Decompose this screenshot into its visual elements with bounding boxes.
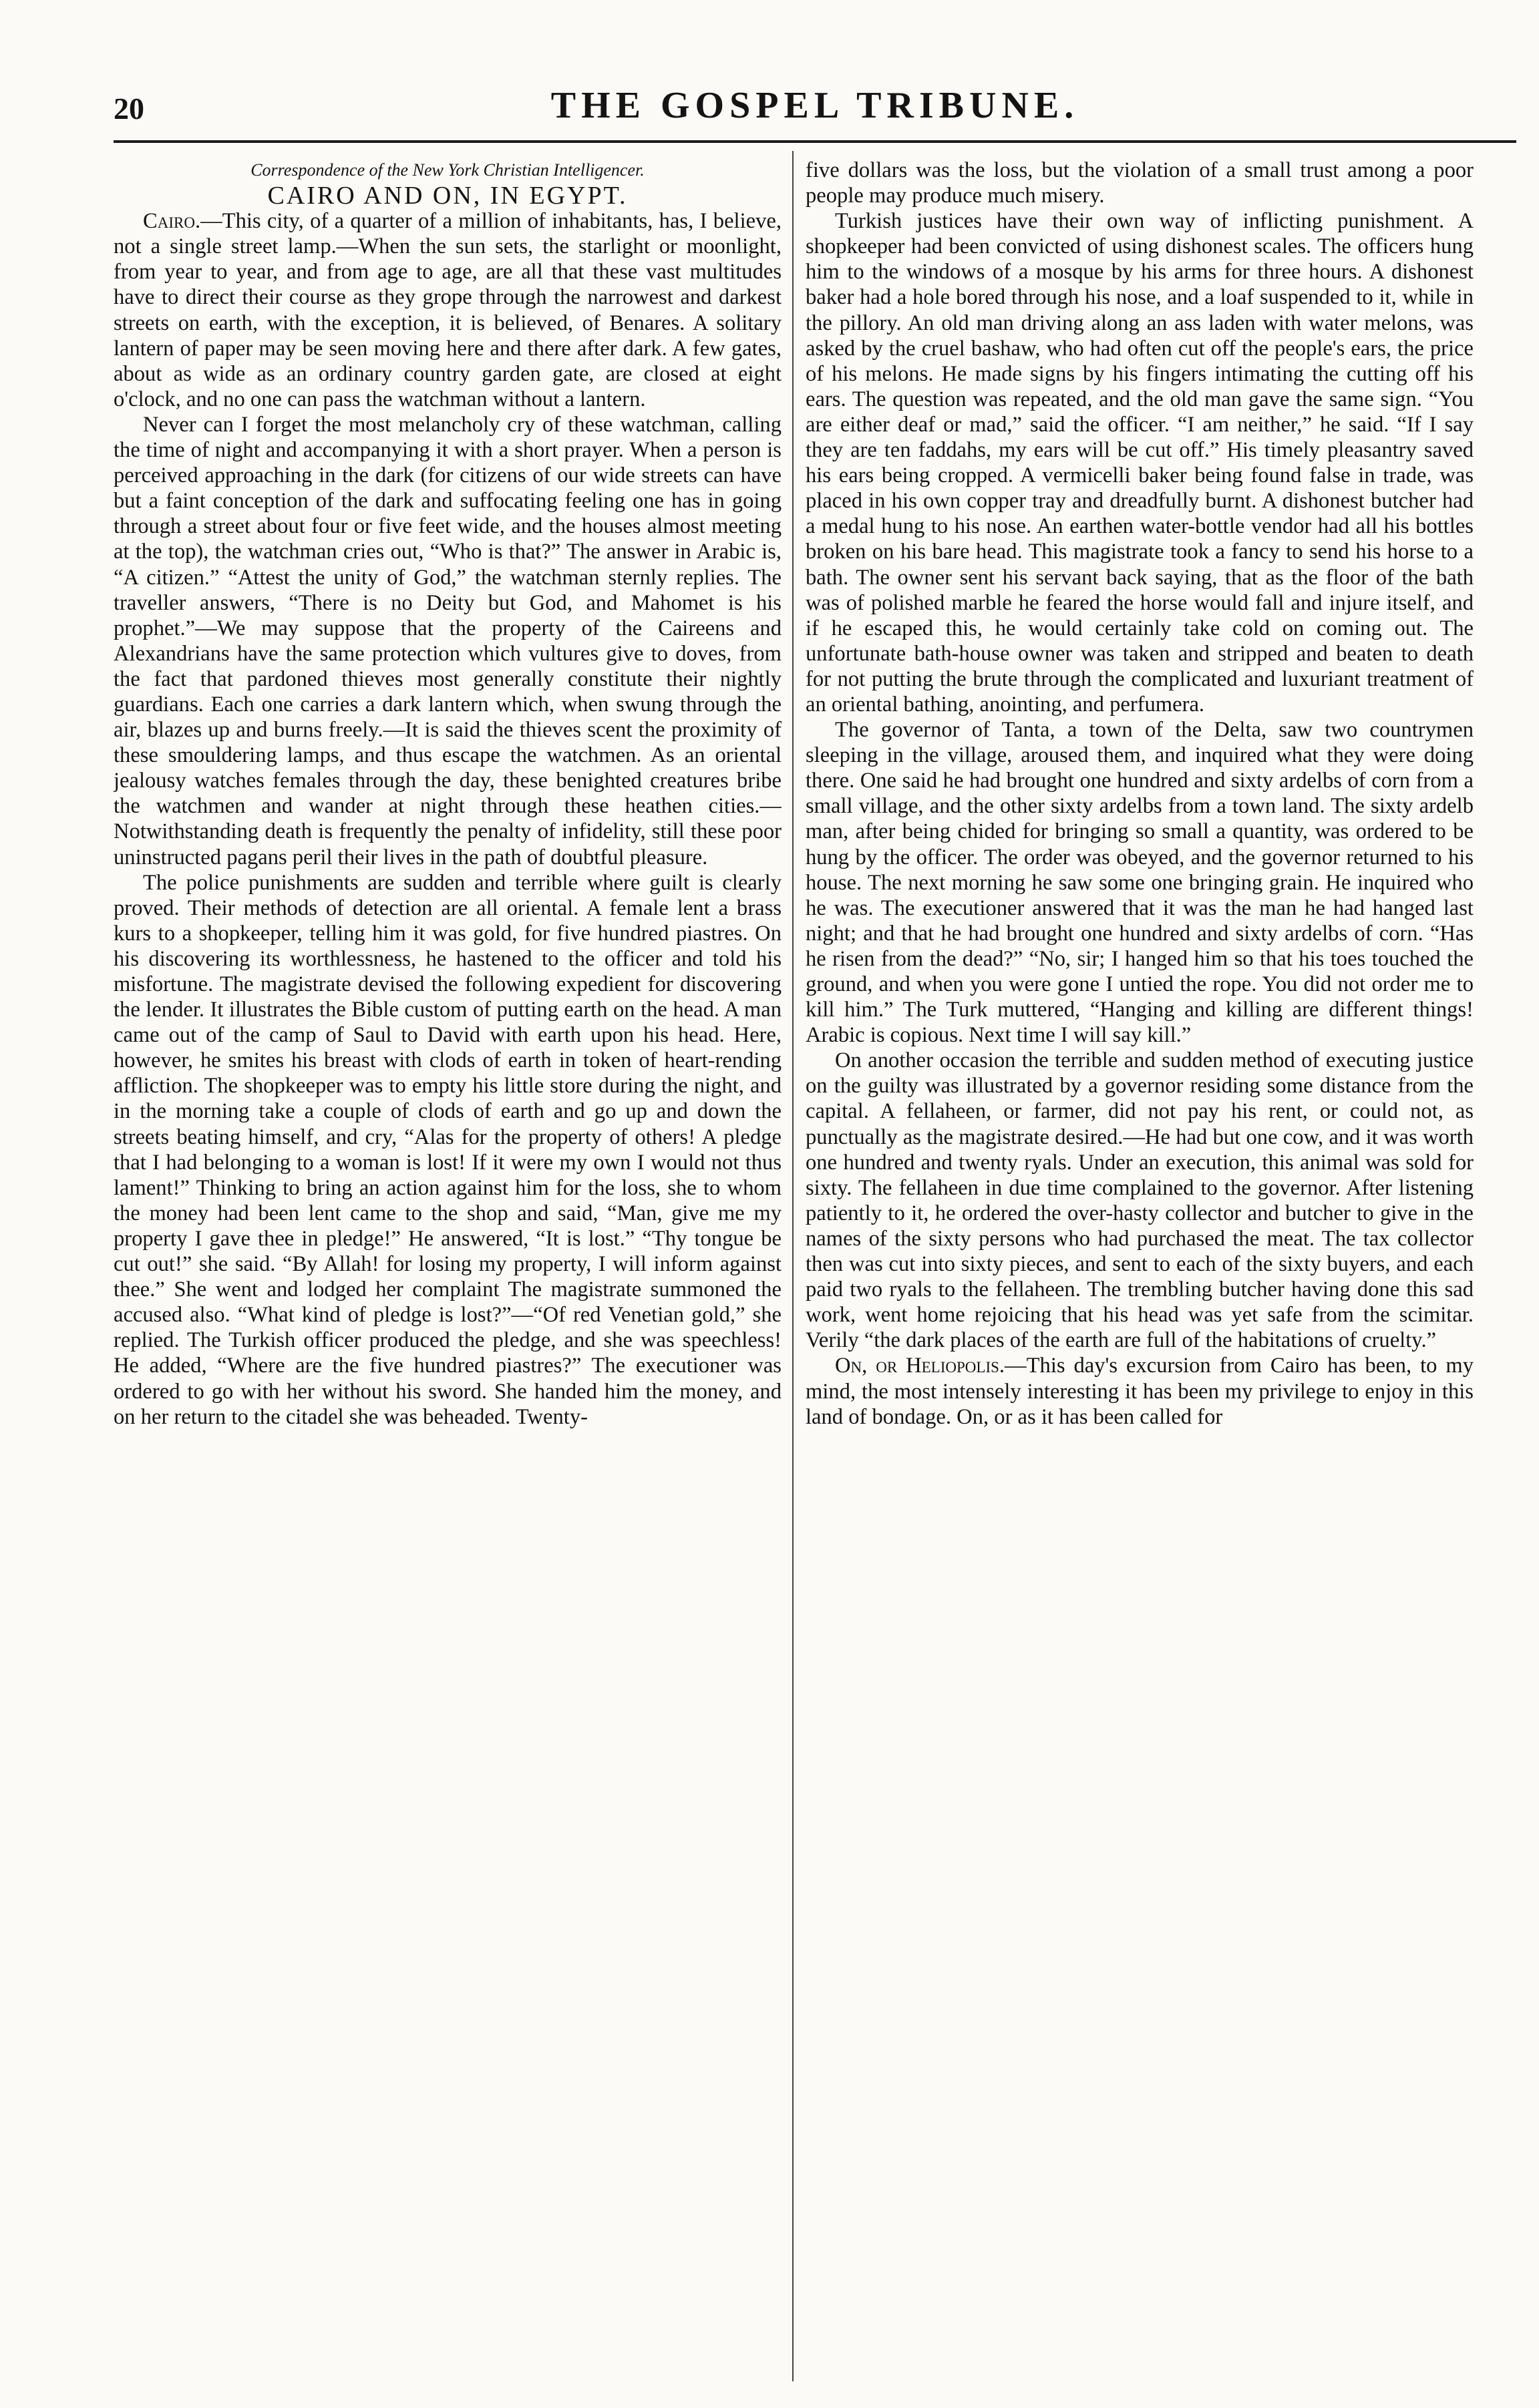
header-rule bbox=[114, 140, 1516, 143]
paragraph: On another occasion the terrible and sudden method of executing justice on the guilty was illustrated by a governor residing some distance from the capital. A fellaheen, or farmer, did not pay his rent, or could not, as punctually as the magistrate desired.—He had but one cow, and it was worth one hundred and twenty ryals. Under an execution, this animal was sold for sixty. The fellaheen in due time complained to the governor. After listening patiently to it, he ordered the over-hasty collector and butcher to give in the names of the sixty persons who had purchased the meat. The tax collector then was cut into sixty pieces, and sent to each of the sixty buyers, and each paid two ryals to the fellaheen. The trembling butcher having done this sad work, went home rejoicing that his head was yet safe from the scimitar. Verily “the dark places of the earth are full of the habitations of cruelty.” bbox=[806, 1048, 1474, 1353]
page-number: 20 bbox=[114, 91, 144, 126]
column-rule bbox=[792, 151, 794, 2381]
paragraph-lead: Cairo. bbox=[143, 209, 201, 234]
paragraph-text: —This city, of a quarter of a million of inhabitants, has, I believe, not a single street lamp.—When the sun sets, the starlight or moonlight, from year to year, and from age to age, are all that these vast multitudes have to direct their course as they grope through the narrowest and darkest streets on earth, with the exception, it is believed, of Benares. A solitary lantern of paper may be seen moving here and there after dark. A few gates, about as wide as an ordinary country garden gate, are closed at eight o'clock, and no one can pass the watchman without a lantern. bbox=[114, 209, 782, 411]
right-column bbox=[806, 158, 1474, 2381]
paragraph: The police punishments are sudden and terrible where guilt is clearly proved. Their methods of detection are all oriental. A female lent a brass kurs to a shopkeeper, telling him it was gold, for five hundred piastres. On his discovering its worthlessness, he hastened to the officer and told his misfortune. The magistrate devised the following expedient for discovering the lender. It illustrates the Bible custom of putting earth on the head. A man came out of the camp of Saul to David with earth upon his head. Here, however, he smites his breast with clods of earth in token of heart-rending affliction. The shopkeeper was to empty his little store during the night, and in the morning take a couple of clods of earth and go up and down the streets beating himself, and cry, “Alas for the property of others! A pledge that I had belonging to a woman is lost! If it were my own I would not thus lament!” Thinking to bring an action against him for the loss, she to whom the money had been lent came to the shop and said, “Man, give me my property I gave thee in pledge!” He answered, “It is lost.” “Thy tongue be cut out!” she said. “By Allah! for losing my property, I will inform against thee.” She went and lodged her complaint The magistrate summoned the accused also. “What kind of pledge is lost?”—“Of red Venetian gold,” she replied. The Turkish officer produced the pledge, and she was speechless! He added, “Where are the five hundred piastres?” The executioner was ordered to go with her without his sword. She handed him the money, and on her return to the citadel she was beheaded. Twenty- bbox=[114, 870, 782, 1429]
paragraph bbox=[114, 208, 782, 412]
left-column bbox=[114, 158, 782, 2381]
article-byline: Correspondence of the New York Christian Intelligencer. bbox=[250, 160, 645, 180]
running-title: THE GOSPEL TRIBUNE. bbox=[550, 85, 1079, 126]
page-header bbox=[114, 72, 1516, 146]
paragraph-lead: On, or Heliopolis. bbox=[835, 1354, 1005, 1378]
paragraph: five dollars was the loss, but the violation of a small trust among a poor people may produce much misery. bbox=[806, 158, 1474, 208]
article-title: CAIRO AND ON, IN EGYPT. bbox=[267, 182, 628, 210]
paragraph-text: —This day's excursion from Cairo has been, to my mind, the most intensely interesting it has been my privilege to enjoy in this land of bondage. On, or as it has been called for bbox=[806, 1354, 1474, 1429]
paragraph bbox=[806, 1353, 1474, 1429]
paragraph: Turkish justices have their own way of inflicting punishment. A shopkeeper had been convicted of using dishonest scales. The officers hung him to the windows of a mosque by his arms for three hours. A dishonest baker had a hole bored through his nose, and a loaf suspended to it, while in the pillory. An old man driving along an ass laden with water melons, was asked by the cruel bashaw, who had often cut off the people's ears, the price of his melons. He made signs by his fingers intimating the cutting off his ears. The question was repeated, and the old man gave the same sign. “You are either deaf or mad,” said the officer. “I am neither,” he said. “If I say they are ten faddahs, my ears will be cut off.” His timely pleasantry saved his ears being cropped. A vermicelli baker being found false in trade, was placed in his own copper tray and dreadfully burnt. A dishonest butcher had a medal hung to his nose. An earthen water-bottle vendor had all his bottles broken on his bare head. This magistrate took a fancy to send his horse to a bath. The owner sent his servant back saying, that as the floor of the bath was of polished marble he feared the horse would fall and injure itself, and if he escaped this, he would certainly take cold on coming out. The unfortunate bath-house owner was taken and stripped and beaten to death for not putting the brute through the complicated and luxuriant treatment of an oriental bathing, anointing, and perfumera. bbox=[806, 209, 1474, 717]
paragraph: The governor of Tanta, a town of the Delta, saw two countrymen sleeping in the village, aroused them, and inquired what they were doing there. One said he had brought one hundred and sixty ardelbs of corn from a small village, and the other sixty ardelbs from a town land. The sixty ardelb man, after being chided for bringing so small a quantity, was ordered to be hung by the officer. The order was obeyed, and the governor returned to his house. The next morning he saw some one bringing grain. He inquired who he was. The executioner answered that it was the man he had hanged last night; and that he had brought one hundred and sixty ardelbs of corn. “Has he risen from the dead?” “No, sir; I hanged him so that his toes touched the ground, and when you were gone I untied the rope. You did not order me to kill him.” The Turk muttered, “Hanging and killing are different things! Arabic is copious. Next time I will say kill.” bbox=[806, 718, 1474, 1048]
paragraph: Never can I forget the most melancholy cry of these watchman, calling the time of night and accompanying it with a short prayer. When a person is perceived approaching in the dark (for citizens of our wide streets can have but a faint conception of the dark and suffocating feeling one has in going through a street about four or five feet wide, and the houses almost meeting at the top), the watchman cries out, “Who is that?” The answer in Arabic is, “A citizen.” “Attest the unity of God,” the watchman sternly replies. The traveller answers, “There is no Deity but God, and Mahomet is his prophet.”—We may suppose that the property of the Caireens and Alexandrians have the same protection which vultures give to doves, from the fact that pardoned thieves most generally constitute their nightly guardians. Each one carries a dark lantern which, when swung through the air, blazes up and burns freely.—It is said the thieves scent the proximity of these smouldering lamps, and thus escape the watchmen. As an oriental jealousy watches females through the day, these benighted creatures bribe the watchmen and wander at night through these heathen cities.—Notwithstanding death is frequently the penalty of infidelity, still these poor uninstructed pagans peril their lives in the path of doubtful pleasure. bbox=[114, 412, 782, 869]
